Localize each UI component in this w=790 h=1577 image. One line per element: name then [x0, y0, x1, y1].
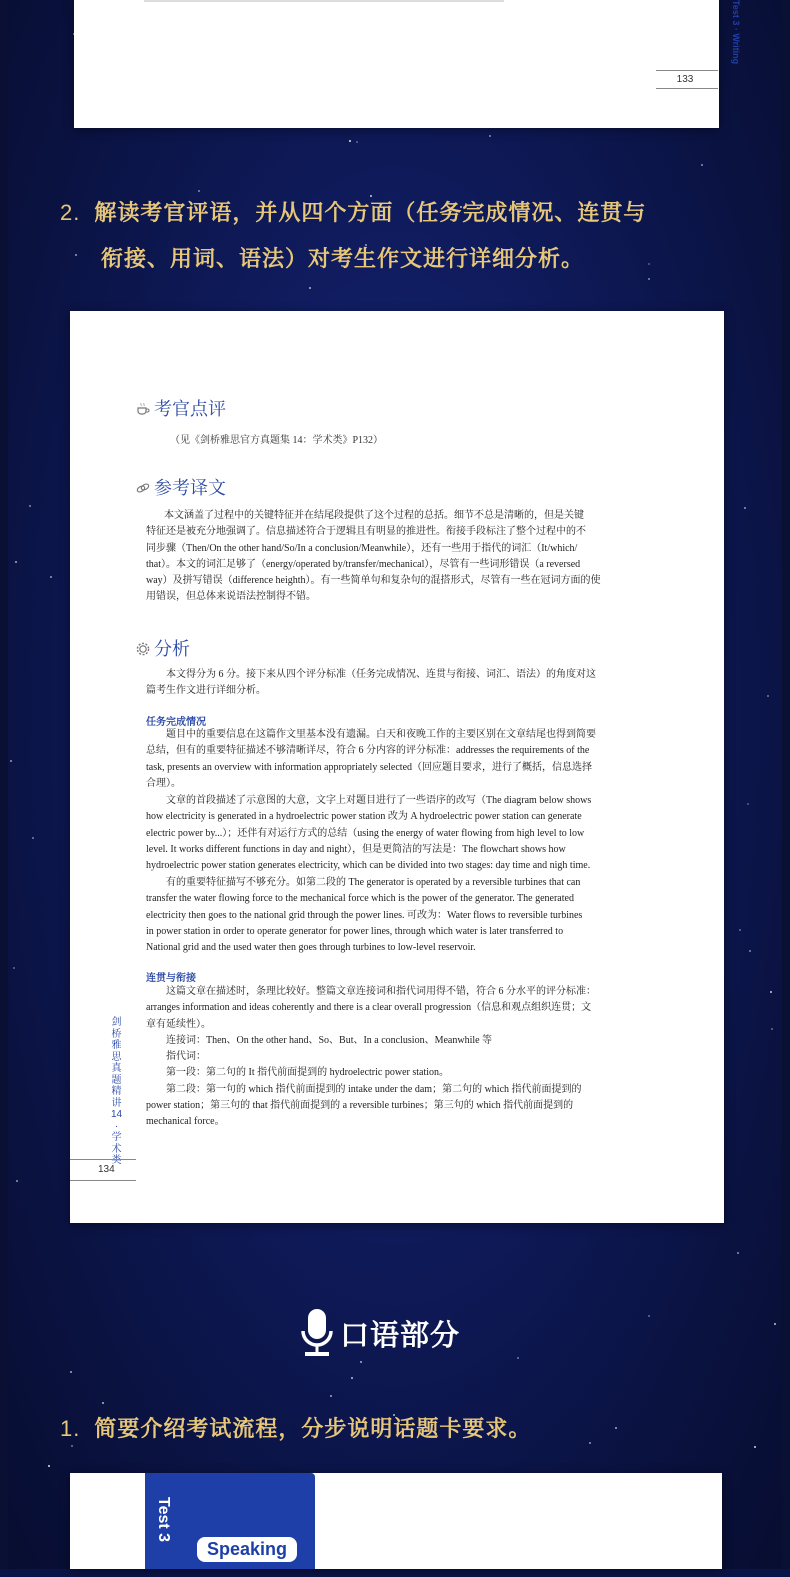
examiner-title-text: 考官点评 — [154, 399, 226, 420]
text-line: electric power by...）；还伴有对运行方式的总结（using the energy of water flowing from high level to low — [146, 827, 585, 839]
text-line: 题目中的重要信息在这篇作文里基本没有遗漏。白天和夜晚工作的主要区别在文章结尾也得到简要 — [166, 729, 596, 740]
examiner-reference: （见《剑桥雅思官方真题集 14：学术类》P132） — [170, 435, 384, 446]
star — [349, 140, 351, 142]
section2-heading — [60, 190, 740, 282]
task-paragraph-2 — [146, 793, 726, 874]
star — [739, 929, 741, 931]
chain-icon — [136, 481, 150, 495]
speaking-title-text: 口语部分 — [340, 1319, 461, 1352]
test-tab — [145, 1473, 315, 1569]
star — [517, 1357, 519, 1359]
text-line: mechanical force。 — [146, 1116, 225, 1128]
text-line: power station；第三句的 that 指代前面提到的 a reversible turbines；第三句的 which 指代前面提到的 — [146, 1100, 574, 1112]
text-line: 章有延续性）。 — [146, 1018, 211, 1030]
text-line: electricity then goes to the national grid through the power lines. 可改为：Water flows to reversible turbines — [146, 909, 583, 921]
translation-line: way）及拼写错误（difference heighth）。有一些简单句和复杂句的混搭形式，尽管有一些在冠词方面的使 — [146, 575, 601, 587]
translation-paragraph — [146, 508, 726, 606]
tab-test-label: Test 3 — [155, 1497, 172, 1543]
text-line: 本文得分为 6 分。接下来从四个评分标准（任务完成情况、连贯与衔接、词汇、语法）的角度对这 — [166, 669, 596, 680]
page-rule-2 — [70, 1180, 136, 1181]
book-page-134 — [70, 311, 724, 1223]
text-line: 篇考生作文进行详细分析。 — [146, 685, 266, 697]
right-border — [782, 0, 790, 1569]
gear-icon — [136, 642, 150, 656]
translation-line: 同步骤（Then/On the other hand/So/In a conclusion/Meanwhile），还有一些用于指代的词汇（It/which/ — [146, 542, 578, 554]
star — [351, 1377, 353, 1379]
translation-line: 用错误，但总体来说语法控制得不错。 — [146, 591, 316, 603]
text-line: 合理）。 — [146, 777, 181, 789]
section2-number: 2. — [60, 200, 81, 225]
star — [744, 507, 746, 509]
text-line: transfer the water flowing force to the mechanical force which is the power of the generator. The generated — [146, 893, 574, 905]
section1-text: 简要介绍考试流程，分步说明话题卡要求。 — [94, 1416, 532, 1441]
reference-paragraph-1: 第一段：第二句的 It 指代前面提到的 hydroelectric power station。 — [166, 1067, 450, 1079]
star — [309, 287, 311, 289]
section1-heading — [60, 1406, 740, 1452]
translation-section-title — [136, 474, 226, 500]
section2-line2: 衔接、用词、语法）对考生作文进行详细分析。 — [101, 246, 585, 271]
text-line: 文章的首段描述了示意图的大意，文字上对题目进行了一些语序的改写（The diagram below shows — [166, 795, 592, 806]
microphone-icon — [300, 1307, 334, 1359]
text-line: National grid and the used water then goes through turbines to low-level reservoir. — [146, 942, 476, 954]
cut-off-text — [144, 0, 504, 2]
coherence-heading: 连贯与衔接 — [146, 973, 196, 984]
page-rule — [656, 70, 718, 71]
text-line: 第二段：第一句的 which 指代前面提到的 intake under the dam；第二句的 which 指代前面提到的 — [166, 1083, 582, 1095]
running-head: Test 3 · Writing — [731, 0, 741, 65]
section1-number: 1. — [60, 1416, 81, 1441]
text-line: how electricity is generated in a hydroelectric power station 改为 A hydroelectric power station can generate — [146, 811, 582, 823]
star — [747, 803, 749, 805]
task-paragraph-3 — [146, 875, 726, 956]
tab-speaking-label: Speaking — [197, 1537, 297, 1562]
text-line: 这篇文章在描述时，条理比较好。整篇文章连接词和指代词用得不错，符合 6 分水平的评分标准： — [166, 986, 596, 997]
examiner-section-title — [136, 395, 226, 421]
star — [771, 1028, 773, 1030]
coherence-paragraph — [146, 984, 726, 1131]
star — [737, 1252, 739, 1254]
teacup-icon — [136, 402, 150, 416]
text-line: arranges information and ideas coherently and there is a clear overall progression（信息和观点组织连贯；文 — [146, 1002, 592, 1014]
star — [50, 576, 52, 578]
star — [356, 141, 358, 143]
text-line: in power station in order to operate generator for power lines, through which water is later transferred to — [146, 925, 564, 937]
text-line: level. It works different functions in day and night），但是更简洁的写法是：The flowchart shows how — [146, 843, 566, 855]
section2-line1: 解读考官评语，并从四个方面（任务完成情况、连贯与 — [94, 200, 647, 225]
reference-label: 指代词： — [166, 1051, 206, 1063]
translation-line: that）。本文的词汇足够了（energy/operated by/transfer/mechanical），尽管有一些词形错误（a reversed — [146, 558, 581, 570]
page-number: 134 — [98, 1164, 115, 1175]
connectors-line: 连接词：Then、On the other hand、So、But、In a conclusion、Meanwhile 等 — [166, 1034, 493, 1046]
page-rule-2 — [656, 88, 718, 89]
page-number: 133 — [676, 74, 694, 85]
text-line: task, presents an overview with information appropriately selected（回应题目要求，进行了概括，信息选择 — [146, 761, 593, 773]
translation-line: 本文涵盖了过程中的关键特征并在结尾段提供了这个过程的总括。细节不总是清晰的，但是关键 — [164, 510, 584, 521]
task-heading: 任务完成情况 — [146, 717, 206, 728]
analysis-section-title — [136, 635, 190, 661]
book-page-133 — [74, 0, 741, 128]
star — [29, 505, 31, 507]
star — [13, 967, 15, 969]
text-line: 总结，但有的重要特征描述不够清晰详尽，符合 6 分内容的评分标准：addresses the requirements of the — [146, 745, 590, 757]
text-line: hydroelectric power station generates electricity, which can be divided into two stages: day time and nigh time. — [146, 860, 591, 872]
book-page-speaking — [70, 1473, 722, 1569]
side-book-title: 剑桥雅思真题精讲14·学术类 — [110, 1017, 123, 1166]
left-border — [0, 0, 8, 1569]
analysis-intro — [146, 667, 726, 700]
analysis-title-text: 分析 — [154, 639, 190, 660]
translation-line: 特征还是被充分地强调了。信息描述符合于逻辑且有明显的推进性。衔接手段标注了整个过程中的不 — [146, 526, 586, 538]
text-line: 有的重要特征描写不够充分。如第二段的 The generator is operated by a reversible turbines that can — [166, 877, 581, 888]
translation-title-text: 参考译文 — [154, 478, 226, 499]
task-paragraph-1 — [146, 727, 726, 792]
page-rule — [70, 1159, 136, 1160]
star — [754, 1446, 756, 1448]
speaking-title — [300, 1305, 460, 1361]
